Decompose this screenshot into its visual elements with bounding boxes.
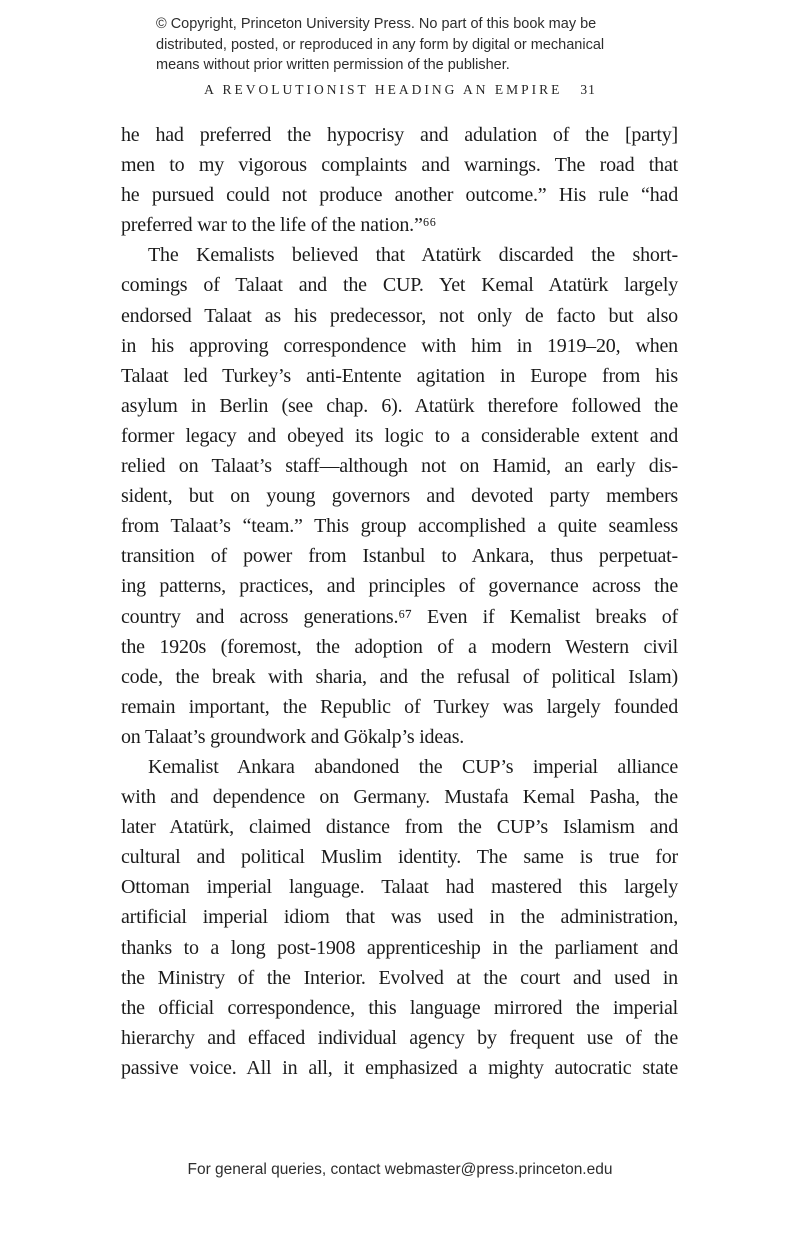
text-line: artificial imperial idiom that was used in the administration, xyxy=(121,906,678,929)
text-line: cultural and political Muslim identity. The same is true for xyxy=(121,846,678,869)
page-footer xyxy=(0,1160,800,1180)
text-line: code, the break with sharia, and the refusal of political Islam) xyxy=(121,665,678,688)
body-text xyxy=(121,120,678,1083)
text-line: hierarchy and effaced individual agency by frequent use of the xyxy=(121,1026,678,1049)
text-line: preferred war to the life of the nation.”⁶⁶ xyxy=(121,214,437,237)
footer-contact-text: For general queries, contact webmaster@press.princeton.edu xyxy=(187,1161,613,1178)
text-line: comings of Talaat and the CUP. Yet Kemal Atatürk largely xyxy=(121,274,678,297)
text-line: passive voice. All in all, it emphasized a mighty autocratic state xyxy=(121,1056,678,1079)
text-line: men to my vigorous complaints and warnings. The road that xyxy=(121,154,678,177)
text-line: later Atatürk, claimed distance from the CUP’s Islamism and xyxy=(121,816,678,839)
paragraph xyxy=(121,752,678,1083)
text-line: the 1920s (foremost, the adoption of a modern Western civil xyxy=(121,635,678,658)
text-line: the Ministry of the Interior. Evolved at the court and used in xyxy=(121,966,678,989)
text-line: in his approving correspondence with him in 1919–20, when xyxy=(121,334,678,357)
text-line: country and across generations.⁶⁷ Even if Kemalist breaks of xyxy=(121,605,678,628)
text-line: ing patterns, practices, and principles of governance across the xyxy=(121,575,678,598)
text-line: he had preferred the hypocrisy and adulation of the [party] xyxy=(121,124,678,146)
running-head xyxy=(0,82,800,97)
text-line: Ottoman imperial language. Talaat had mastered this largely xyxy=(121,876,678,899)
text-line: former legacy and obeyed its logic to a considerable extent and xyxy=(121,424,678,447)
copyright-notice xyxy=(156,14,656,76)
copyright-line: distributed, posted, or reproduced in any form by digital or mechanical xyxy=(156,36,605,53)
text-line: with and dependence on Germany. Mustafa Kemal Pasha, the xyxy=(121,786,678,809)
copyright-line: means without prior written permission of the publisher. xyxy=(156,57,510,73)
text-line: remain important, the Republic of Turkey was largely founded xyxy=(121,695,678,718)
text-line: thanks to a long post-1908 apprenticeship in the parliament and xyxy=(121,936,678,959)
text-line: the official correspondence, this language mirrored the imperial xyxy=(121,996,678,1019)
text-line: he pursued could not produce another outcome.” His rule “had xyxy=(121,184,678,207)
text-line: Kemalist Ankara abandoned the CUP’s imperial alliance xyxy=(148,755,678,778)
paragraph xyxy=(121,240,678,752)
page-number: 31 xyxy=(580,82,596,97)
text-line: sident, but on young governors and devoted party members xyxy=(121,485,678,508)
text-line: from Talaat’s “team.” This group accomplished a quite seamless xyxy=(121,515,678,538)
paragraph xyxy=(121,120,678,240)
text-line: transition of power from Istanbul to Ankara, thus perpetuat- xyxy=(121,545,678,568)
text-line: on Talaat’s groundwork and Gökalp’s ideas. xyxy=(121,725,465,748)
running-head-title: A REVOLUTIONIST HEADING AN EMPIRE xyxy=(204,82,563,97)
text-line: endorsed Talaat as his predecessor, not only de facto but also xyxy=(121,304,678,327)
text-line: Talaat led Turkey’s anti-Entente agitation in Europe from his xyxy=(121,364,678,387)
text-line: relied on Talaat’s staff—although not on Hamid, an early dis- xyxy=(121,455,678,478)
text-line: asylum in Berlin (see chap. 6). Atatürk therefore followed the xyxy=(121,394,678,417)
text-line: The Kemalists believed that Atatürk discarded the short- xyxy=(148,244,678,267)
copyright-line: © Copyright, Princeton University Press. No part of this book may be xyxy=(156,16,597,32)
